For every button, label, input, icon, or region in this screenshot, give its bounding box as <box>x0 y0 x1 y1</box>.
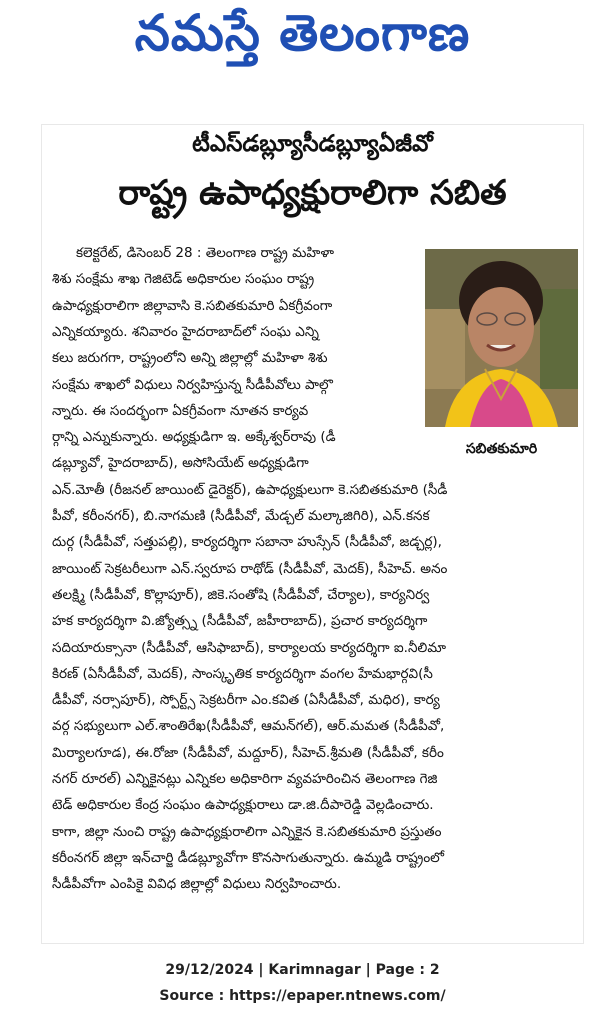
article-body-line: ఉపాధ్యక్షురాలిగా జిల్లావాసి కె.సబితకుమారి ఏకగ్రీవంగా <box>52 297 333 314</box>
portrait-icon <box>425 249 578 427</box>
article-kicker: టీఎస్‌డబ్ల్యూసీడబ్ల్యూఏజీవో <box>192 131 433 157</box>
article-body-line: కిరణ్‌ (ఏసీడీపీవో, మెదక్‌), సాంస్కృతిక కార్యదర్శిగా వంగల హేమభార్గవి(సీ <box>52 665 433 682</box>
article-body-line: డబ్ల్యూవో, హైదరాబాద్‌), అసోసియేట్‌ అధ్యక్షుడిగా <box>52 455 309 472</box>
article-body-line: తలక్ష్మి (సీడీపీవో, కొల్లాపూర్‌), జికె.సంతోషి (సీడీపీవో, చేర్యాల), కార్యనిర్వ <box>52 586 430 603</box>
article-body-line: సదియారుక్సానా (సీడీపీవో, ఆసిఫాబాద్‌), కార్యాలయ కార్యదర్శిగా ఐ.నీలిమా <box>52 639 446 656</box>
article-body-line: డీపీవో, నర్సాపూర్‌), స్పోర్ట్స్‌ సెక్రటరీగా ఎం.కవిత (ఏసీడీపీవో, మధిర), కార్య <box>52 692 440 709</box>
newspaper-masthead <box>0 0 605 78</box>
article-body-line: ఎన్నికయ్యారు. శనివారం హైదరాబాద్‌లో సంఘ ఎన్ని <box>52 323 319 340</box>
article-body-line: దుర్గ (సీడీపీవో, సత్తుపల్లి), కార్యదర్శిగా సబానా హుస్సేన్‌ (సీడీపీవో, జడ్చర్ల), <box>52 534 442 551</box>
article-body-line: కలెక్టరేట్‌, డిసెంబర్‌ 28 : తెలంగాణ రాష్ట్ర మహిళా <box>76 245 334 261</box>
article-body-line: పీవో, కరీంనగర్‌), బి.నాగమణి (సీడీపీవో, మేడ్చల్‌ మల్కాజిగిరి), ఎన్‌.కనక <box>52 508 430 524</box>
article-body-line: ర్గాన్ని ఎన్నుకున్నారు. అధ్యక్షుడిగా ఇ. అక్కేశ్వర్‌రావు (డీ <box>52 429 336 446</box>
news-clipping <box>42 125 583 943</box>
article-body-line: మిర్యాలగూడ), ఈ.రోజా (సీడీపీవో, మద్దూర్‌), సీహెచ్‌.శ్రీమతి (సీడీపీవో, కరీం <box>52 744 444 761</box>
article-body-line: కరీంనగర్‌ జిల్లా ఇన్‌చార్జి డీడబ్ల్యూవోగా కొనసాగుతున్నారు. ఉమ్మడి రాష్ట్రంలో <box>52 849 445 866</box>
article-body-line: శిశు సంక్షేమ శాఖ గెజిటెడ్‌ అధికారుల సంఘం రాష్ట్ర <box>52 271 315 288</box>
article-headline: రాష్ట్ర ఉపాధ్యక్షురాలిగా సబిత <box>118 173 507 213</box>
portrait-photo <box>425 249 580 437</box>
article-body-line: టెడ్‌ అధికారుల కేంద్ర సంఘం ఉపాధ్యక్షురాలు డా.జి.దీపారెడ్డి వెల్లడించారు. <box>52 797 434 814</box>
masthead-title: నమస్తే తెలంగాణ <box>134 3 471 62</box>
article-body-line: నగర్‌ రూరల్‌) ఎన్నికైనట్లు ఎన్నికల అధికారిగా వ్యవహరించిన తెలంగాణ గెజి <box>52 771 438 787</box>
article-body-line: సంక్షేమ శాఖలో విధులు నిర్వహిస్తున్న సీడీపీవోలు పాల్గొ <box>52 376 333 393</box>
article-body-line: కాగా, జిల్లా నుంచి రాష్ట్ర ఉపాధ్యక్షురాలిగా ఎన్నికైన కె.సబితకుమారి ప్రస్తుతం <box>52 823 442 840</box>
article-body-line: సీడీపీవోగా ఎంపికై వివిధ జిల్లాల్లో విధులు నిర్వహించారు. <box>52 876 342 893</box>
photo-caption: సబితకుమారి <box>465 441 538 457</box>
article-body-line: వర్గ సభ్యులుగా ఎల్‌.శాంతిరేఖ(సీడీపీవో, ఆమన్‌గల్‌), ఆర్‌.మమత (సీడీపీవో, <box>52 718 445 735</box>
footer-source: Source : https://epaper.ntnews.com/ <box>159 988 446 1004</box>
article-body-line: ఎన్‌.మోతీ (రీజనల్‌ జాయింట్‌ డైరెక్టర్‌), ఉపాధ్యక్షులుగా కె.సబితకుమారి (సీడీ <box>52 481 448 498</box>
article-body-line: జాయింట్‌ సెక్రటరీలుగా ఎన్‌.స్వరూప రాథోడ్‌ (సీడీపీవో, మెదక్‌), సీహెచ్‌. అనం <box>52 560 448 577</box>
article-body-line: న్నారు. ఈ సందర్భంగా ఏకగ్రీవంగా నూతన కార్యవ <box>52 402 309 419</box>
footer-date-edition: 29/12/2024 | Karimnagar | Page : 2 <box>165 962 440 978</box>
article-body-line: హక కార్యదర్శిగా వి.జ్యోత్స్న (సీడీపీవో, జహీరాబాద్‌), ప్రచార కార్యదర్శిగా <box>52 613 428 630</box>
article-body-line: కలు జరుగగా, రాష్ట్రంలోని అన్ని జిల్లాల్లో మహిళా శిశు <box>52 350 328 367</box>
